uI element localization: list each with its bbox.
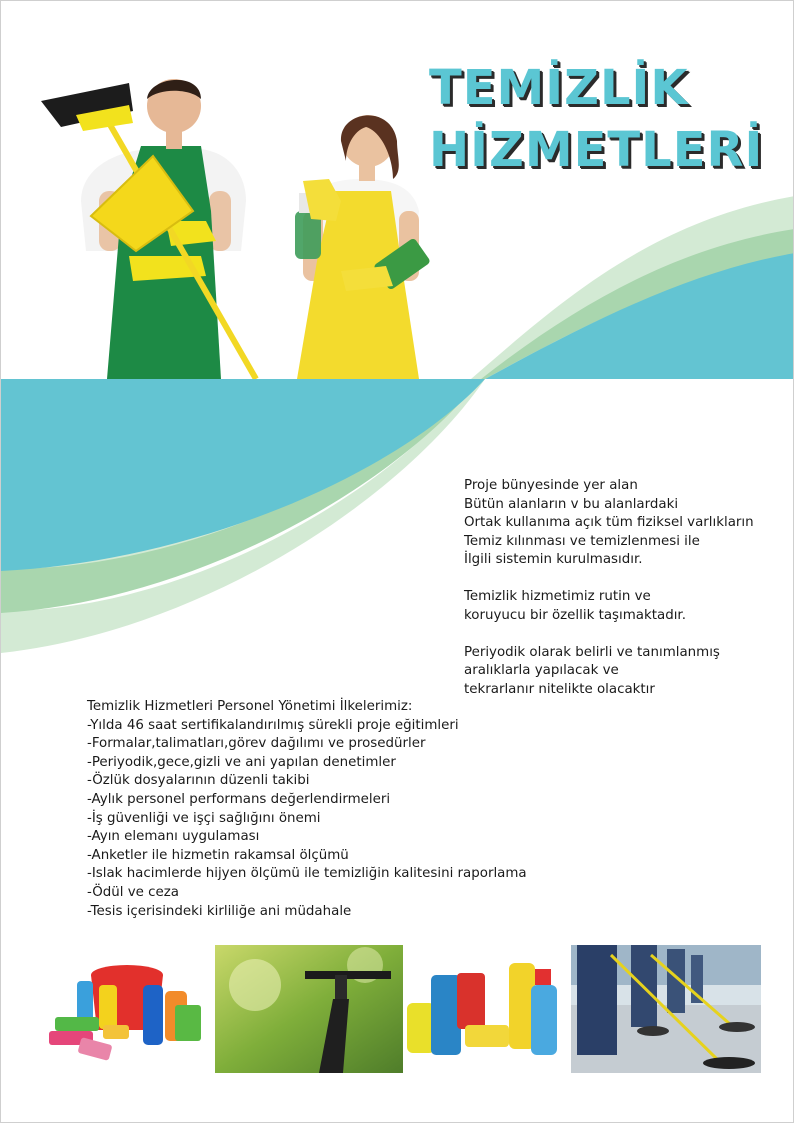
window-squeegee-photo bbox=[215, 945, 403, 1073]
description-line: Temizlik hizmetimiz rutin ve bbox=[464, 589, 651, 604]
description-line: koruyucu bir özellik taşımaktadır. bbox=[464, 607, 686, 623]
principle-item: -Periyodik,gece,gizli ve ani yapılan denetimler bbox=[87, 754, 396, 770]
title-line-2: HİZMETLERİ bbox=[429, 122, 764, 178]
title-line-1: TEMİZLİK bbox=[429, 60, 689, 116]
description-line: Bütün alanların v bu alanlardaki bbox=[464, 496, 679, 512]
description-line: tekrarlanır nitelikte olacaktır bbox=[464, 681, 655, 697]
description-paragraph-1 bbox=[464, 477, 784, 570]
principle-item: -Aylık personel performans değerlendirmeleri bbox=[87, 791, 391, 807]
cleaning-supplies-photo bbox=[39, 945, 211, 1073]
personnel-principles bbox=[87, 698, 607, 921]
description-line: Proje bünyesinde yer alan bbox=[464, 478, 638, 493]
photo-strip bbox=[39, 945, 761, 1073]
principle-item: -Formalar,talimatları,görev dağılımı ve prosedürler bbox=[87, 736, 426, 752]
detergent-bottles-photo bbox=[407, 945, 573, 1073]
principle-item: -Yılda 46 saat sertifikalandırılmış sürekli proje eğitimleri bbox=[87, 717, 459, 733]
principle-item: -İş güvenliği ve işçi sağlığını önemi bbox=[87, 810, 321, 826]
description-paragraph-3 bbox=[464, 644, 784, 700]
service-description bbox=[464, 477, 784, 718]
page-title bbox=[429, 57, 763, 181]
principles-heading: Temizlik Hizmetleri Personel Yönetimi İlkelerimiz: bbox=[87, 699, 413, 714]
description-line: İlgili sistemin kurulmasıdır. bbox=[464, 552, 643, 567]
principle-item: -Anketler ile hizmetin rakamsal ölçümü bbox=[87, 847, 349, 863]
description-paragraph-2 bbox=[464, 588, 784, 625]
principle-item: -Ödül ve ceza bbox=[87, 884, 179, 900]
principle-item: -Islak hacimlerde hijyen ölçümü ile temizliğin kalitesini raporlama bbox=[87, 866, 527, 882]
description-line: Ortak kullanıma açık tüm fiziksel varlıkların bbox=[464, 515, 754, 530]
principle-item: -Tesis içerisindeki kirliliğe ani müdahale bbox=[87, 903, 352, 919]
description-line: aralıklarla yapılacak ve bbox=[464, 663, 619, 678]
cleaning-workers-illustration bbox=[41, 61, 461, 379]
description-line: Temiz kılınması ve temizlenmesi ile bbox=[464, 533, 700, 549]
principle-item: -Özlük dosyalarının düzenli takibi bbox=[87, 773, 310, 789]
principle-item: -Ayın elemanı uygulaması bbox=[87, 829, 260, 845]
mopping-crew-photo bbox=[571, 945, 761, 1073]
description-line: Periyodik olarak belirli ve tanımlanmış bbox=[464, 644, 720, 660]
